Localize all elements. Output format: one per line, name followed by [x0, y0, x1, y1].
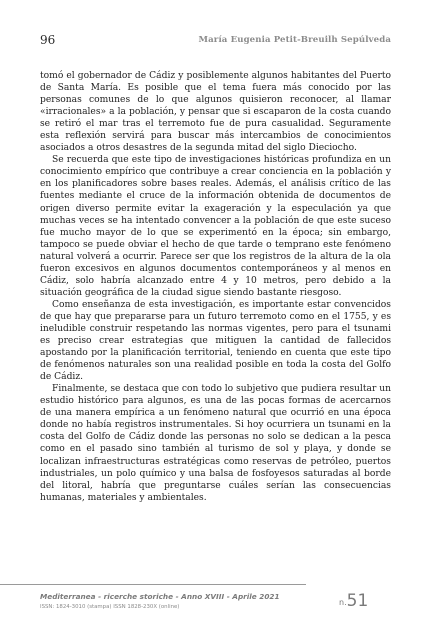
body-text: [40, 70, 391, 504]
paragraph-continued: tomó el gobernador de Cádiz y posiblemente algunos habitantes del Puerto de Santa María. Es posible que el tema fuera más conocido por las personas comunes de lo que algunos quisieron reconocer, al llamar «irracionales» a la población, y pensar que si escaparon de la costa cuando se retiró el mar tras el terremoto fue de pura casualidad. Seguramente esta reflexión servirá para buscar más intercambios de conocimientos asociados a otros desastres de la segunda mitad del siglo Dieciocho.: [40, 71, 391, 154]
page-number: 96: [40, 33, 56, 47]
running-head-author: María Eugenia Petit-Breuilh Sepúlveda: [198, 35, 391, 45]
footer-journal-title: Mediterranea - ricerche storiche - Anno XVIII - Aprile 2021: [40, 592, 280, 601]
page-header: [40, 33, 391, 49]
paragraph: Finalmente, se destaca que con todo lo subjetivo que pudiera resultar un estudio histórico para algunos, es una de las pocas formas de acercarnos de una manera empírica a un fenómeno natural que ocurrió en una época donde no había registros instrumentales. Si hoy ocurriera un tsunami en la costa del Golfo de Cádiz donde las personas no solo se dedican a la pesca como en el pasado sino también al turismo de sol y playa, y donde se localizan infraestructuras estratégicas como reservas de petróleo, puertos industriales, un polo químico y una balsa de fosfoyesos saturadas al borde del litoral, habría que preguntarse cuáles serían las consecuencias humanas, materiales y ambientales.: [40, 384, 391, 503]
issue-number: 51: [346, 591, 369, 611]
footer-issue-number: [339, 591, 368, 611]
paragraph: Se recuerda que este tipo de investigaciones históricas profundiza en un conocimiento empírico que contribuye a crear conciencia en la población y en los planificadores sobre bases reales. Además, el análisis crítico de las fuentes mediante el cruce de la información obtenida de documentos de origen diverso permite evitar la exageración y la especulación ya que muchas veces se ha intentado convencer a la población de que este suceso fue mucho mayor de lo que se experimentó en la época; sin embargo, tampoco se puede obviar el hecho de que tarde o temprano este fenómeno natural volverá a ocurrir. Parece ser que los registros de la altura de la ola fueron excesivos en algunos documentos contemporáneos y al menos en Cádiz, solo habría alcanzado entre 4 y 10 metros, pero debido a la situación geográfica de la ciudad sigue siendo bastante riesgoso.: [40, 155, 391, 298]
issue-prefix: n.: [339, 598, 347, 607]
footer-issn: ISSN: 1824-3010 (stampa) ISSN 1828-230X (online): [40, 604, 180, 610]
paragraph: Como enseñanza de esta investigación, es importante estar convencidos de que hay que prepararse para un futuro terremoto como en el 1755, y es ineludible construir respetando las normas vigentes, pero para el tsunami es preciso crear estrategias que mitiguen la cantidad de fallecidos apostando por la planificación territorial, teniendo en cuenta que este tipo de fenómenos naturales son una realidad posible en toda la costa del Golfo de Cádiz.: [40, 299, 391, 383]
footer-rule: [0, 584, 306, 585]
